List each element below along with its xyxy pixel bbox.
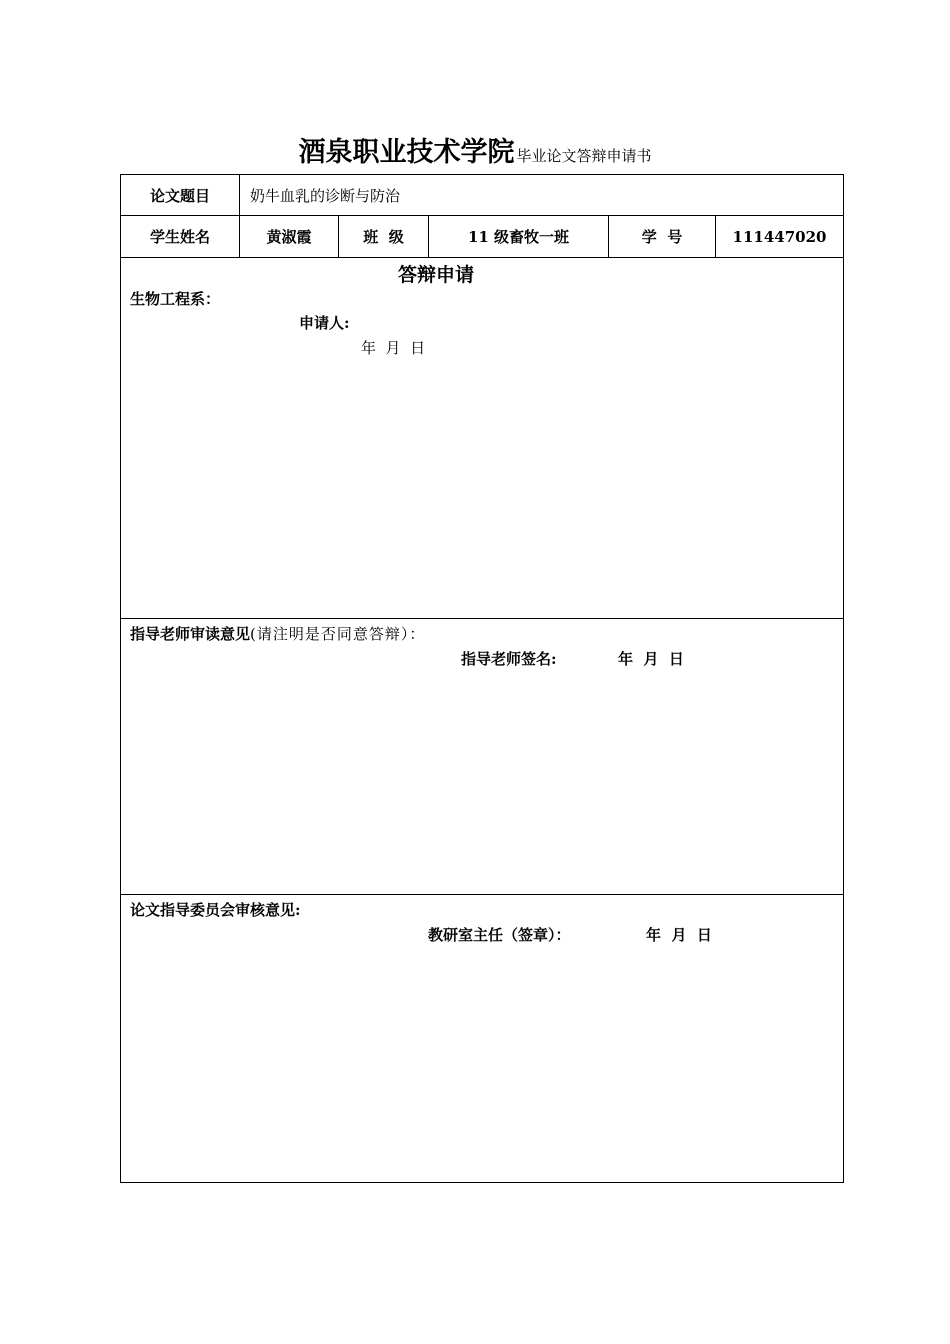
application-section: [121, 258, 844, 619]
document-title: [0, 130, 950, 169]
advisor-opinion-heading: [130, 623, 425, 644]
advisor-date: 年 月 日: [618, 650, 684, 668]
name-value: 黄淑霞: [240, 216, 339, 258]
topic-value: 奶牛血乳的诊断与防治: [240, 175, 844, 216]
applicant-label: 申请人:: [299, 314, 350, 332]
name-label: 学生姓名: [121, 216, 240, 258]
committee-opinion-heading: 论文指导委员会审核意见:: [130, 901, 301, 919]
committee-signature-label: 教研室主任（签章）：: [428, 926, 571, 944]
advisor-signature-label: 指导老师签名:: [461, 650, 557, 668]
student-id-label: 学 号: [609, 216, 716, 258]
class-label: 班 级: [339, 216, 429, 258]
school-name: 酒泉职业技术学院: [298, 137, 515, 168]
student-id-value: 111447020: [716, 216, 844, 258]
document-type: 毕业论文答辩申请书: [516, 147, 652, 165]
advisor-heading-text: 指导老师审读意见: [130, 625, 251, 643]
topic-label: 论文题目: [121, 175, 240, 216]
application-title: 答辩申请: [398, 264, 475, 286]
department-label: 生物工程系：: [130, 290, 221, 308]
committee-section: [121, 895, 844, 1183]
topic-row: [121, 175, 844, 216]
application-date: 年 月 日: [361, 339, 426, 357]
application-form: [120, 174, 844, 1183]
committee-date: 年 月 日: [646, 926, 712, 944]
advisor-section: [121, 619, 844, 895]
student-info-row: [121, 216, 844, 258]
class-value: 11 级畜牧一班: [429, 216, 609, 258]
advisor-note: (请注明是否同意答辩）：: [250, 625, 426, 643]
